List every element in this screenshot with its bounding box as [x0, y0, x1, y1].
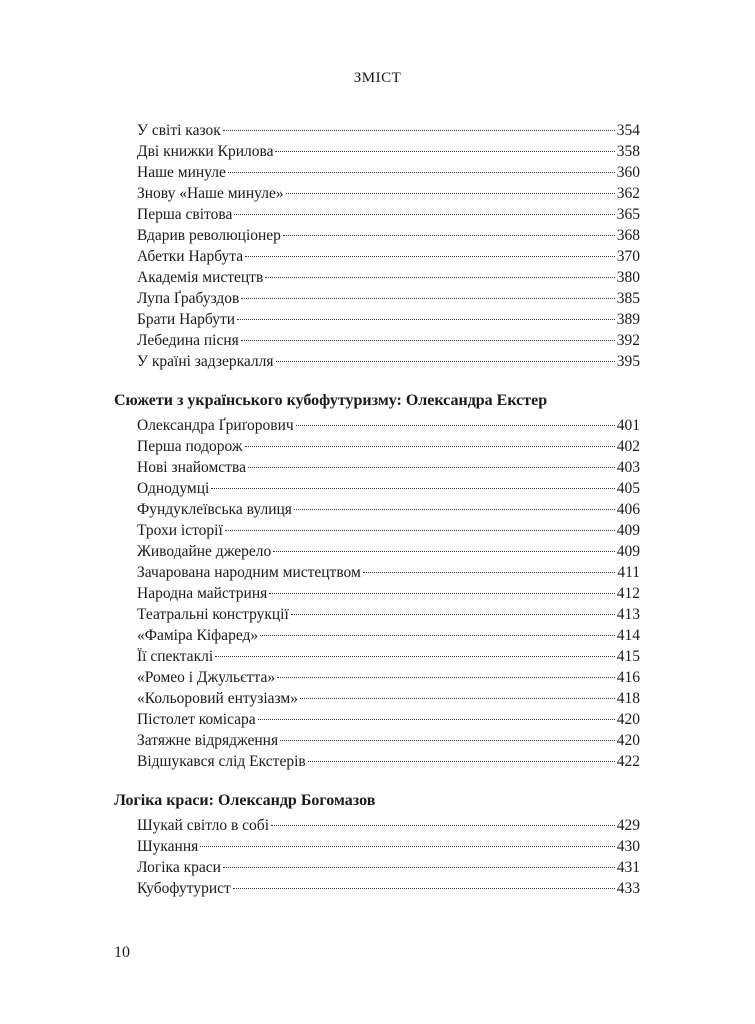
entry-page-number: 413 — [616, 606, 640, 623]
dot-leader — [280, 740, 615, 741]
dot-leader — [276, 361, 615, 362]
dot-leader — [291, 614, 615, 615]
section-title: Сюжети з українського кубофутуризму: Олександра Екстер — [114, 392, 548, 409]
entry-title: Лебедина пісня — [137, 332, 239, 349]
dot-leader — [277, 677, 615, 678]
toc-entry — [137, 436, 640, 457]
dot-leader — [363, 572, 616, 573]
dot-leader — [296, 425, 615, 426]
entry-page-number: 392 — [616, 332, 640, 349]
toc-entry — [137, 709, 640, 730]
entry-page-number: 429 — [616, 817, 640, 834]
entry-page-number: 406 — [616, 501, 640, 518]
toc-entry — [137, 141, 640, 162]
toc-entry — [137, 225, 640, 246]
entry-title: Наше минуле — [137, 164, 226, 181]
toc-entry — [137, 604, 640, 625]
toc-entry — [137, 583, 640, 604]
toc-entry — [137, 204, 640, 225]
dot-leader — [233, 888, 615, 889]
entry-title: Зачарована народним мистецтвом — [137, 564, 361, 581]
section-title: Логіка краси: Олександр Богомазов — [114, 792, 376, 809]
entry-title: Трохи історії — [137, 522, 223, 539]
toc-entry — [137, 562, 640, 583]
entry-page-number: 416 — [616, 669, 640, 686]
dot-leader — [234, 214, 614, 215]
entry-page-number: 368 — [616, 227, 640, 244]
toc-section — [0, 790, 755, 899]
running-head: ЗМІСТ — [353, 70, 402, 86]
page-number: 10 — [114, 944, 130, 961]
dot-leader — [275, 151, 614, 152]
toc-entry — [137, 730, 640, 751]
toc-entry — [137, 309, 640, 330]
dot-leader — [283, 235, 615, 236]
toc-entry — [137, 120, 640, 141]
dot-leader — [245, 446, 615, 447]
table-of-contents — [0, 120, 755, 917]
entry-page-number: 389 — [616, 311, 640, 328]
entry-page-number: 414 — [616, 627, 640, 644]
entry-page-number: 409 — [616, 522, 640, 539]
dot-leader — [223, 130, 615, 131]
entry-page-number: 385 — [616, 290, 640, 307]
entry-page-number: 409 — [616, 543, 640, 560]
dot-leader — [260, 635, 615, 636]
entry-page-number: 430 — [616, 838, 640, 855]
dot-leader — [265, 277, 614, 278]
toc-entry — [137, 751, 640, 772]
entry-page-number: 402 — [616, 438, 640, 455]
toc-entry — [137, 351, 640, 372]
entry-page-number: 370 — [616, 248, 640, 265]
entry-title: У країні задзеркалля — [137, 353, 274, 370]
dot-leader — [300, 698, 615, 699]
entry-title: Нові знайомства — [137, 459, 246, 476]
entry-page-number: 362 — [616, 185, 640, 202]
entry-title: «Кольоровий ентузіазм» — [137, 690, 298, 707]
dot-leader — [245, 256, 615, 257]
entry-title: Її спектаклі — [137, 648, 214, 665]
entry-title: Абетки Нарбута — [137, 248, 244, 265]
dot-leader — [273, 551, 615, 552]
entry-page-number: 420 — [616, 711, 640, 728]
toc-entry — [137, 667, 640, 688]
dot-leader — [225, 530, 615, 531]
toc-section — [0, 120, 755, 372]
dot-leader — [308, 761, 615, 762]
dot-leader — [211, 488, 614, 489]
entry-title: Олександра Ґриґорович — [137, 417, 294, 434]
dot-leader — [286, 193, 615, 194]
entry-page-number: 411 — [617, 564, 640, 581]
entry-page-number: 380 — [616, 269, 640, 286]
entry-title: «Фаміра Кіфаред» — [137, 627, 259, 644]
toc-entry — [137, 499, 640, 520]
entry-title: Шукання — [137, 838, 199, 855]
toc-entry — [137, 541, 640, 562]
toc-entry — [137, 857, 640, 878]
dot-leader — [294, 509, 615, 510]
entry-page-number: 358 — [616, 143, 640, 160]
toc-entry — [137, 183, 640, 204]
entry-title: Відшукався слід Екстерів — [137, 753, 306, 770]
entry-title: Фундуклеївська вулиця — [137, 501, 292, 518]
toc-entry — [137, 162, 640, 183]
entry-page-number: 365 — [616, 206, 640, 223]
toc-entry — [137, 288, 640, 309]
entry-page-number: 395 — [616, 353, 640, 370]
entry-title: Перша подорож — [137, 438, 243, 455]
dot-leader — [241, 340, 615, 341]
entry-page-number: 415 — [616, 648, 640, 665]
dot-leader — [237, 319, 615, 320]
dot-leader — [223, 867, 615, 868]
entry-page-number: 403 — [616, 459, 640, 476]
entry-page-number: 360 — [616, 164, 640, 181]
entry-title: Вдарив революціонер — [137, 227, 281, 244]
entry-title: Кубофутурист — [137, 880, 231, 897]
entry-title: Однодумці — [137, 480, 210, 497]
entry-page-number: 405 — [616, 480, 640, 497]
entry-title: Пістолет комісара — [137, 711, 256, 728]
toc-section — [0, 390, 755, 772]
entry-page-number: 433 — [616, 880, 640, 897]
entry-title: Живодайне джерело — [137, 543, 272, 560]
dot-leader — [241, 298, 614, 299]
entry-page-number: 418 — [616, 690, 640, 707]
toc-entry — [137, 520, 640, 541]
dot-leader — [215, 656, 615, 657]
toc-entry — [137, 878, 640, 899]
toc-entry — [137, 246, 640, 267]
entry-title: Затяжне відрядження — [137, 732, 279, 749]
dot-leader — [258, 719, 615, 720]
dot-leader — [271, 825, 615, 826]
entry-page-number: 401 — [616, 417, 640, 434]
toc-entry — [137, 330, 640, 351]
entry-page-number: 420 — [616, 732, 640, 749]
toc-entry — [137, 815, 640, 836]
entry-title: Народна майстриня — [137, 585, 268, 602]
entry-title: Театральні конструкції — [137, 606, 289, 623]
entry-title: Лупа Ґрабуздов — [137, 290, 240, 307]
dot-leader — [200, 846, 614, 847]
entry-page-number: 431 — [616, 859, 640, 876]
toc-entry — [137, 478, 640, 499]
toc-entry — [137, 836, 640, 857]
toc-entry — [137, 457, 640, 478]
entry-title: У світі казок — [137, 122, 221, 139]
toc-entry — [137, 267, 640, 288]
entry-page-number: 412 — [616, 585, 640, 602]
dot-leader — [269, 593, 614, 594]
entry-title: Перша світова — [137, 206, 233, 223]
dot-leader — [248, 467, 615, 468]
dot-leader — [228, 172, 615, 173]
entry-page-number: 422 — [616, 753, 640, 770]
toc-entry — [137, 688, 640, 709]
entry-title: «Ромео і Джульєтта» — [137, 669, 276, 686]
toc-entry — [137, 625, 640, 646]
entry-title: Дві книжки Крилова — [137, 143, 274, 160]
entry-page-number: 354 — [616, 122, 640, 139]
entry-title: Логіка краси — [137, 859, 221, 876]
entry-title: Шукай світло в собі — [137, 817, 269, 834]
entry-title: Брати Нарбути — [137, 311, 236, 328]
entry-title: Академія мистецтв — [137, 269, 264, 286]
toc-entry — [137, 646, 640, 667]
toc-entry — [137, 415, 640, 436]
entry-title: Знову «Наше минуле» — [137, 185, 284, 202]
